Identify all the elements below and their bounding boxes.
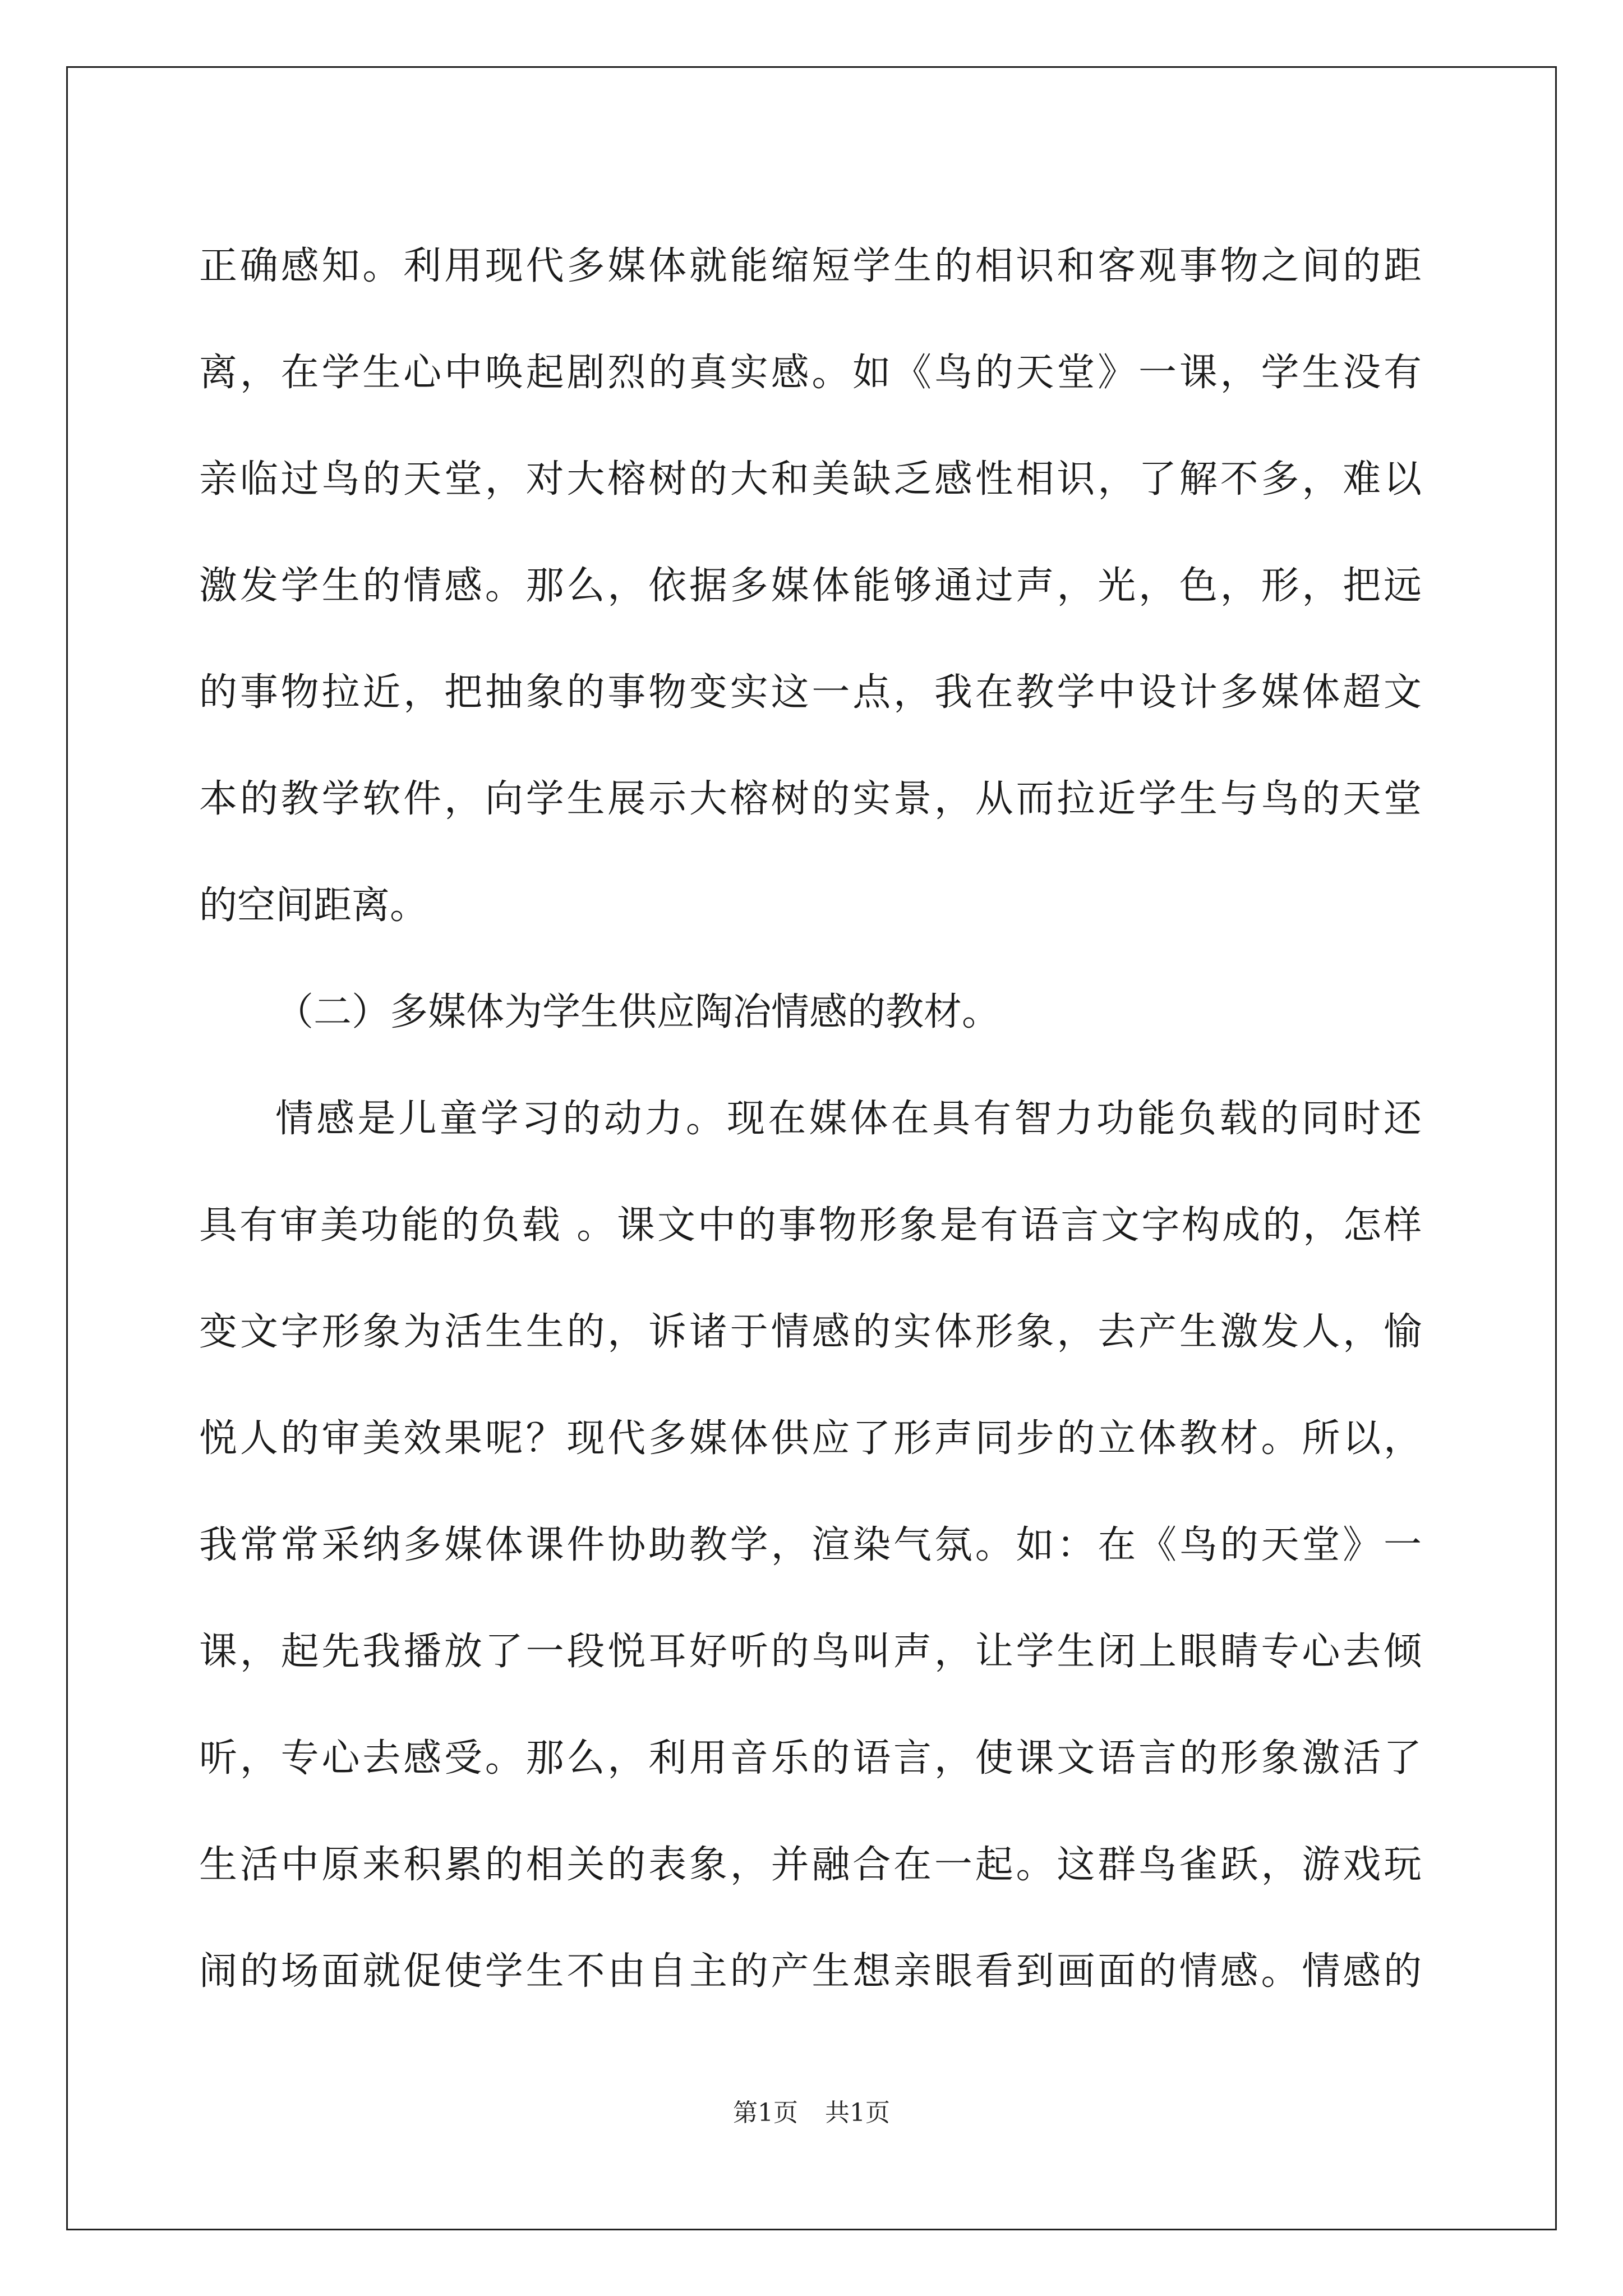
page-number-current: 第1页	[733, 2099, 798, 2127]
paragraph-line: 具有审美功能的负载 。课文中的事物形象是有语言文字构成的，怎样	[199, 1203, 1422, 1248]
paragraph-line: 的空间距离。	[199, 884, 428, 928]
paragraph-line: 悦人的审美效果呢？现代多媒体供应了形声同步的立体教材。所以，	[199, 1416, 1422, 1461]
paragraph-line: 我常常采纳多媒体课件协助教学，渲染气氛。如：在《鸟的天堂》一	[199, 1523, 1422, 1567]
paragraph-line: 激发学生的情感。那么，依据多媒体能够通过声，光，色，形，把远	[199, 564, 1422, 608]
paragraph-line: 离，在学生心中唤起剧烈的真实感。如《鸟的天堂》一课，学生没有	[199, 351, 1422, 395]
paragraph-line: 本的教学软件，向学生展示大榕树的实景，从而拉近学生与鸟的天堂	[199, 777, 1422, 821]
section-heading: （二）多媒体为学生供应陶冶情感的教材。	[275, 990, 1000, 1034]
paragraph-line: 变文字形象为活生生的，诉诸于情感的实体形象，去产生激发人，愉	[199, 1310, 1422, 1354]
paragraph-line: 亲临过鸟的天堂，对大榕树的大和美缺乏感性相识，了解不多，难以	[199, 457, 1422, 501]
page-footer	[0, 2096, 1623, 2130]
paragraph-line: 情感是儿童学习的动力。现在媒体在具有智力功能负载的同时还	[275, 1097, 1422, 1141]
paragraph-line: 的事物拉近，把抽象的事物变实这一点，我在教学中设计多媒体超文	[199, 670, 1422, 715]
page-number-total: 共1页	[825, 2099, 890, 2127]
paragraph-line: 正确感知。利用现代多媒体就能缩短学生的相识和客观事物之间的距	[199, 244, 1422, 288]
document-body	[199, 213, 1422, 2025]
paragraph-line: 课，起先我播放了一段悦耳好听的鸟叫声，让学生闭上眼睛专心去倾	[199, 1630, 1422, 1674]
paragraph-line: 生活中原来积累的相关的表象，并融合在一起。这群鸟雀跃，游戏玩	[199, 1843, 1422, 1887]
paragraph-line: 闹的场面就促使学生不由自主的产生想亲眼看到画面的情感。情感的	[199, 1949, 1422, 1994]
paragraph-line: 听，专心去感受。那么，利用音乐的语言，使课文语言的形象激活了	[199, 1736, 1422, 1780]
